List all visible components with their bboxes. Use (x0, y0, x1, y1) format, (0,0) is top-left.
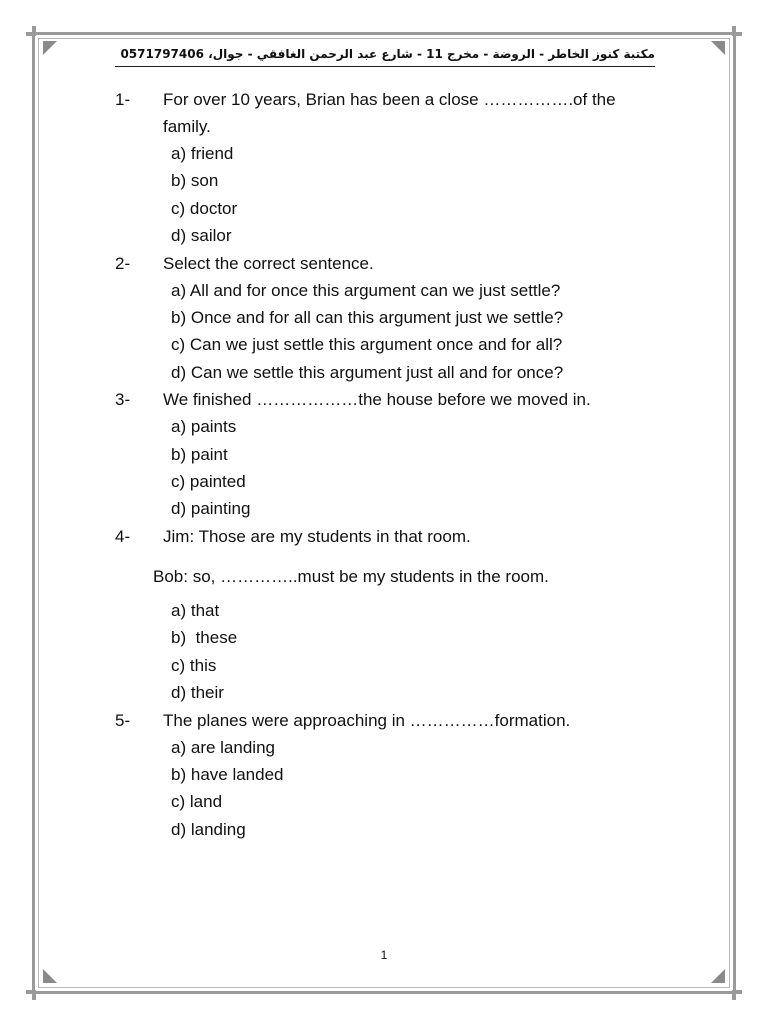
question-number: 4- (115, 526, 131, 546)
option-text: painting (190, 499, 251, 519)
option-letter: c) (171, 792, 186, 812)
option-letter: d) (171, 819, 187, 839)
option-d (171, 495, 675, 522)
option-text: that (190, 600, 220, 620)
border-tick (26, 990, 36, 994)
option-letter: d) (171, 362, 187, 382)
option-a (171, 413, 675, 440)
question-3 (115, 386, 675, 523)
question-number: 3- (115, 390, 131, 410)
border-tick (732, 990, 742, 994)
option-c (171, 195, 675, 222)
option-letter: c) (171, 335, 186, 355)
option-letter: a) (171, 280, 187, 300)
option-c (171, 468, 675, 495)
option-text: Can we settle this argument just all and for once? (190, 362, 564, 382)
option-a (171, 597, 675, 624)
question-text-line: For over 10 years, Brian has been a close …………….of the (163, 90, 616, 109)
question-list (115, 86, 675, 843)
question-1 (115, 86, 675, 250)
option-d (171, 679, 675, 706)
option-b (171, 624, 675, 651)
option-text: landing (190, 819, 246, 839)
corner-ornament-top-right (711, 41, 725, 55)
option-c (171, 788, 675, 815)
option-d (171, 359, 675, 386)
option-text: these (190, 628, 238, 648)
dialog-line: Bob: so, …………..must be my students in the room. (153, 566, 549, 586)
question-number: 1- (115, 90, 131, 109)
option-letter: a) (171, 144, 187, 163)
question-text-line: family. (163, 117, 211, 136)
question-number: 2- (115, 253, 131, 273)
option-d (171, 816, 675, 843)
border-tick (732, 32, 742, 36)
option-b (171, 167, 675, 194)
option-letter: a) (171, 737, 187, 757)
option-text: Once and for all can this argument just we settle? (190, 308, 564, 328)
question-5 (115, 707, 675, 844)
corner-ornament-bottom-left (43, 969, 57, 983)
option-c (171, 331, 675, 358)
question-number: 5- (115, 710, 131, 730)
option-letter: d) (171, 226, 187, 246)
option-letter: b) (171, 171, 187, 191)
option-c (171, 652, 675, 679)
page-header: مكتبة كنوز الخاطر - الروضة - مخرج 11 - شارع عبد الرحمن الغافقي - جوال، 0571797406 (115, 44, 655, 67)
option-letter: c) (171, 198, 186, 218)
option-text: their (190, 683, 224, 703)
question-text-line: Jim: Those are my students in that room. (163, 526, 471, 546)
option-text: painted (189, 472, 246, 492)
option-letter: b) (171, 444, 187, 464)
option-text: land (189, 792, 223, 812)
option-b (171, 761, 675, 788)
option-text: Can we just settle this argument once and for all? (189, 335, 563, 355)
option-text: are landing (190, 737, 275, 757)
option-text: sailor (190, 226, 232, 246)
option-a (171, 140, 675, 167)
option-letter: c) (171, 655, 186, 675)
option-text: have landed (190, 764, 284, 784)
corner-ornament-top-left (43, 41, 57, 55)
option-d (171, 222, 675, 249)
border-tick (26, 32, 36, 36)
option-text: doctor (189, 198, 238, 218)
option-letter: c) (171, 472, 186, 492)
option-text: son (190, 171, 219, 191)
option-letter: d) (171, 683, 187, 703)
option-letter: b) (171, 628, 187, 648)
corner-ornament-bottom-right (711, 969, 725, 983)
option-letter: b) (171, 308, 187, 328)
question-text-line: Select the correct sentence. (163, 253, 374, 273)
option-b (171, 304, 675, 331)
option-a (171, 734, 675, 761)
option-letter: a) (171, 417, 187, 437)
option-text: this (189, 655, 217, 675)
question-2 (115, 250, 675, 387)
option-text: All and for once this argument can we just settle? (189, 280, 561, 300)
page-number: 1 (380, 948, 388, 962)
option-b (171, 441, 675, 468)
question-text-line: The planes were approaching in ……………formation. (163, 710, 571, 730)
option-a (171, 277, 675, 304)
option-text: friend (190, 144, 234, 163)
option-letter: a) (171, 600, 187, 620)
option-letter: b) (171, 764, 187, 784)
option-letter: d) (171, 499, 187, 519)
option-text: paints (190, 417, 237, 437)
question-text-line: We finished ………………the house before we moved in. (163, 390, 591, 410)
question-4 (115, 523, 675, 707)
option-text: paint (190, 444, 228, 464)
